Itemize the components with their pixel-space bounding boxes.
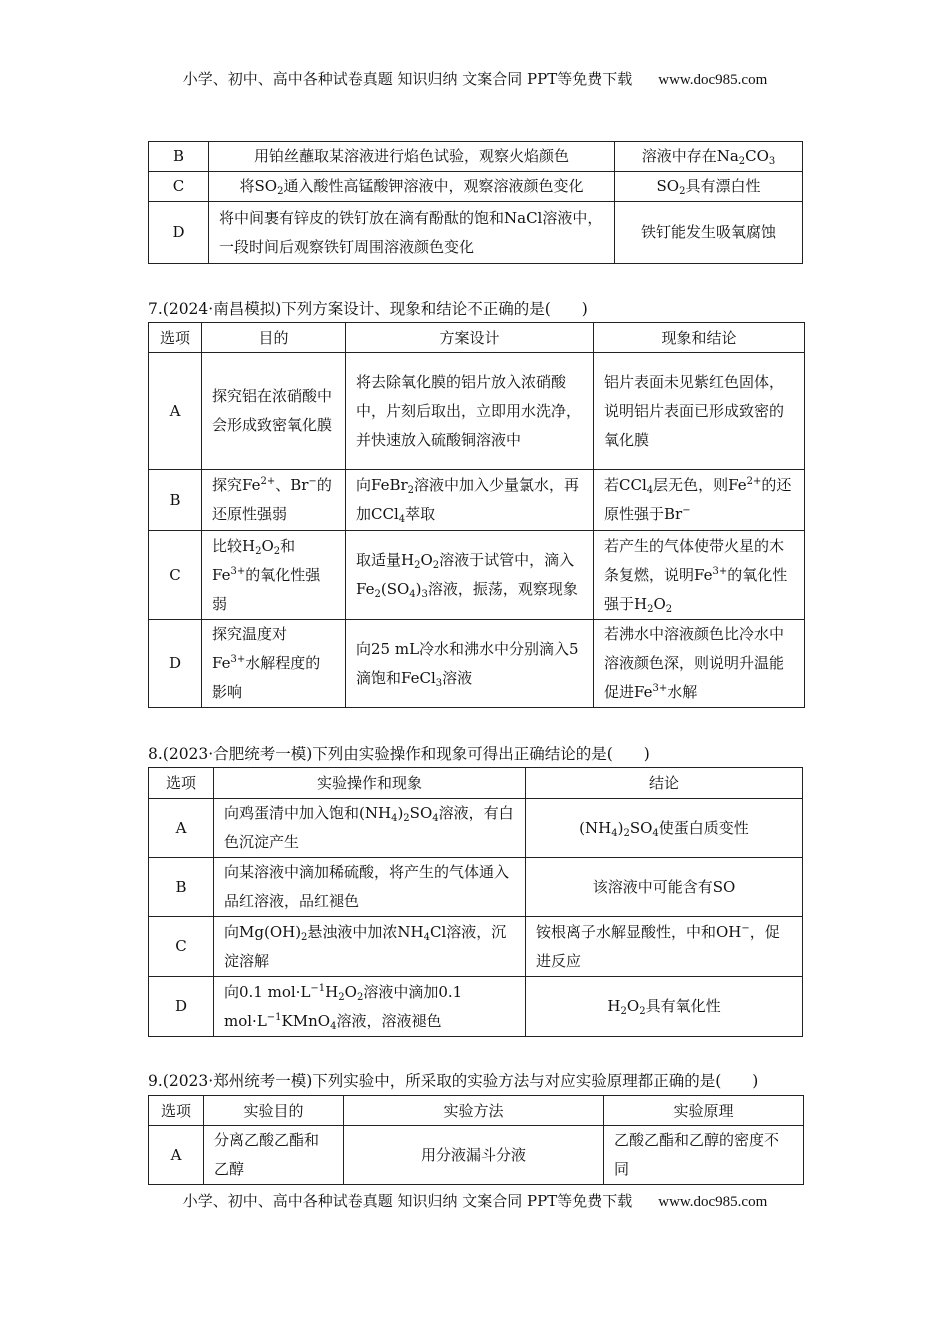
design-cell: 将中间裹有锌皮的铁钉放在滴有酚酞的饱和NaCl溶液中，一段时间后观察铁钉周围溶液颜色变化 (209, 202, 615, 264)
table-row (149, 799, 803, 858)
column-header: 实验原理 (604, 1096, 804, 1126)
purpose-cell: 探究铝在浓硝酸中会形成致密氧化膜 (202, 353, 346, 470)
conclusion-cell: 溶液中存在$Na_2CO_3$ (615, 142, 803, 172)
result-cell: 若产生的气体使带火星的木条复燃，说明$Fe^{3+}$的氧化性强于$H_2O_2$ (594, 531, 805, 620)
design-cell: 用铂丝蘸取某溶液进行焰色试验，观察火焰颜色 (209, 142, 615, 172)
column-header: 现象和结论 (594, 323, 805, 353)
table-header-row (149, 323, 805, 353)
result-cell: 若沸水中溶液颜色比冷水中溶液颜色深，则说明升温能促进$Fe^{3+}$水解 (594, 620, 805, 708)
page-footer (0, 1190, 950, 1211)
option-label: A (149, 799, 214, 858)
footer-site: www.doc985.com (658, 1194, 768, 1210)
footer-text: 小学、初中、高中各种试卷真题 知识归纳 文案合同 PPT等免费下载 (182, 1192, 633, 1210)
q9-table (148, 1095, 804, 1185)
table-row (149, 142, 803, 172)
option-label: D (149, 977, 214, 1037)
table-row (149, 977, 803, 1037)
column-header: 目的 (202, 323, 346, 353)
conclusion-cell: 铁钉能发生吸氧腐蚀 (615, 202, 803, 264)
option-label: C (149, 917, 214, 977)
operation-cell: 向某溶液中滴加稀硫酸，将产生的气体通入品红溶液，品红褪色 (214, 858, 526, 917)
q8-table (148, 767, 803, 1037)
column-header: 选项 (149, 1096, 204, 1126)
conclusion-cell: $SO_2$具有漂白性 (615, 172, 803, 202)
table-row (149, 917, 803, 977)
page-header (0, 68, 950, 89)
q6-table (148, 141, 803, 264)
table-row (149, 531, 805, 620)
table-header-row (149, 768, 803, 799)
purpose-cell: 探究温度对$Fe^{3+}$水解程度的影响 (202, 620, 346, 708)
design-cell: 向FeBr$_2$溶液中加入少量氯水，再加CCl$_4$萃取 (346, 470, 594, 531)
option-label: B (149, 142, 209, 172)
column-header: 选项 (149, 323, 202, 353)
table-row (149, 1126, 804, 1185)
operation-cell: 向0.1 $mol\cdot L^{-1}H_2O_2$溶液中滴加0.1 $mol\cdot L^{-1}KMnO_4$溶液，溶液褪色 (214, 977, 526, 1037)
q7-title: 7.(2024·南昌模拟)下列方案设计、现象和结论不正确的是( ) (148, 300, 588, 318)
method-cell: 用分液漏斗分液 (344, 1126, 604, 1185)
table-row (149, 470, 805, 531)
result-cell: 铝片表面未见紫红色固体，说明铝片表面已形成致密的氧化膜 (594, 353, 805, 470)
table-row (149, 172, 803, 202)
column-header: 选项 (149, 768, 214, 799)
conclusion-cell: $H_2O_2$具有氧化性 (526, 977, 803, 1037)
result-cell: 若CCl$_4$层无色，则$Fe^{2+}$的还原性强于Br− (594, 470, 805, 531)
column-header: 实验目的 (204, 1096, 344, 1126)
operation-cell: 向鸡蛋清中加入饱和$(NH_4)_2SO_4$溶液，有白色沉淀产生 (214, 799, 526, 858)
design-cell: 取适量$H_2O_2$溶液于试管中，滴入$Fe_2(SO_4)_3$溶液，振荡，观察现象 (346, 531, 594, 620)
option-label: B (149, 470, 202, 531)
design-cell: 将$SO_2$通入酸性高锰酸钾溶液中，观察溶液颜色变化 (209, 172, 615, 202)
conclusion-cell: 铵根离子水解显酸性，中和OH−，促进反应 (526, 917, 803, 977)
option-label: B (149, 858, 214, 917)
q9-title: 9.(2023·郑州统考一模)下列实验中，所采取的实验方法与对应实验原理都正确的是( ) (148, 1072, 759, 1090)
q8-title: 8.(2023·合肥统考一模)下列由实验操作和现象可得出正确结论的是( ) (148, 745, 650, 763)
conclusion-cell: $(NH_4)_2SO_4$使蛋白质变性 (526, 799, 803, 858)
purpose-cell: 比较$H_2O_2$和$Fe^{3+}$的氧化性强弱 (202, 531, 346, 620)
q7-table (148, 322, 805, 708)
option-label: C (149, 172, 209, 202)
option-label: D (149, 202, 209, 264)
design-cell: 向25 mL冷水和沸水中分别滴入5滴饱和FeCl$_3$溶液 (346, 620, 594, 708)
principle-cell: 乙酸乙酯和乙醇的密度不同 (604, 1126, 804, 1185)
column-header: 实验方法 (344, 1096, 604, 1126)
purpose-cell: 分离乙酸乙酯和乙醇 (204, 1126, 344, 1185)
table-header-row (149, 1096, 804, 1126)
column-header: 方案设计 (346, 323, 594, 353)
conclusion-cell: 该溶液中可能含有SO (526, 858, 803, 917)
design-cell: 将去除氧化膜的铝片放入浓硝酸中，片刻后取出，立即用水洗净，并快速放入硫酸铜溶液中 (346, 353, 594, 470)
table-row (149, 353, 805, 470)
table-row (149, 858, 803, 917)
table-row (149, 202, 803, 264)
column-header: 实验操作和现象 (214, 768, 526, 799)
header-text: 小学、初中、高中各种试卷真题 知识归纳 文案合同 PPT等免费下载 (182, 70, 633, 88)
option-label: C (149, 531, 202, 620)
table-row (149, 620, 805, 708)
column-header: 结论 (526, 768, 803, 799)
header-site: www.doc985.com (658, 72, 768, 88)
option-label: D (149, 620, 202, 708)
option-label: A (149, 353, 202, 470)
option-label: A (149, 1126, 204, 1185)
operation-cell: 向$Mg(OH)_2$悬浊液中加浓$NH_4Cl$溶液，沉淀溶解 (214, 917, 526, 977)
purpose-cell: 探究$Fe^{2+}$、Br−的还原性强弱 (202, 470, 346, 531)
